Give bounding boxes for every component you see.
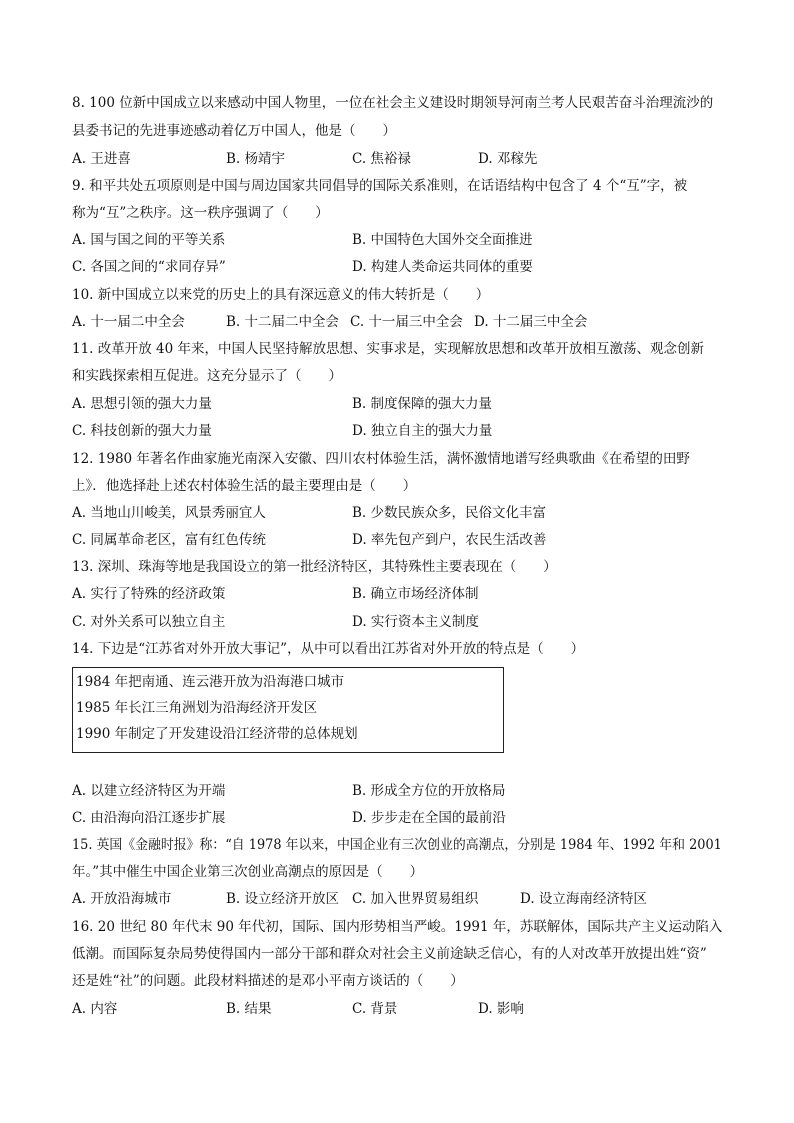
question-11-option-b: B. 制度保障的强大力量 <box>352 396 493 412</box>
question-13-option-d: D. 实行资本主义制度 <box>352 614 479 630</box>
question-9-option-c: C. 各国之间的“求同存异” <box>72 259 226 275</box>
question-16-stem-line-2: 低潮。而国际复杂局势使得国内一部分干部和群众对社会主义前途缺乏信心，有的人对改革开放提出姓“资” <box>72 946 707 962</box>
question-8-stem-line-1: 8. 100 位新中国成立以来感动中国人物里，一位在社会主义建设时期领导河南兰考人民艰苦奋斗治理流沙的 <box>72 95 714 111</box>
question-9-option-a: A. 国与国之间的平等关系 <box>72 232 226 248</box>
question-10-option-d: D. 十二届三中全会 <box>474 314 588 330</box>
question-16-stem-line-3: 还是姓“社”的问题。此段材料描述的是邓小平南方谈话的（ ） <box>72 973 464 989</box>
question-10-stem: 10. 新中国成立以来党的历史上的具有深远意义的伟大转折是（ ） <box>72 287 490 303</box>
question-12-option-c: C. 同属革命老区，富有红色传统 <box>72 532 266 548</box>
question-16-option-d: D. 影响 <box>478 1001 524 1017</box>
question-12-option-d: D. 率先包产到户，农民生活改善 <box>352 532 547 548</box>
question-12-option-b: B. 少数民族众多，民俗文化丰富 <box>352 505 547 521</box>
question-15-option-d: D. 设立海南经济特区 <box>520 891 647 907</box>
chronology-row-1985: 1985 年长江三角洲划为沿海经济开发区 <box>76 700 318 716</box>
question-10-option-a: A. 十一届二中全会 <box>72 314 185 330</box>
question-13-option-a: A. 实行了特殊的经济政策 <box>72 586 226 602</box>
question-14-chronology-table <box>72 667 504 753</box>
question-15-option-c: C. 加入世界贸易组织 <box>352 891 479 907</box>
question-12-option-a: A. 当地山川峻美，风景秀丽宜人 <box>72 505 266 521</box>
question-16-option-a: A. 内容 <box>72 1001 118 1017</box>
question-8-option-c: C. 焦裕禄 <box>352 151 411 167</box>
question-8-option-b: B. 杨靖宇 <box>226 151 286 167</box>
question-11-stem-line-2: 和实践探索相互促进。这充分显示了（ ） <box>72 368 342 384</box>
question-15-stem-line-1: 15. 英国《金融时报》称：“自 1978 年以来，中国企业有三次创业的高潮点，分别是 1984 年、1992 年和 2001 <box>72 837 722 853</box>
question-8-stem-line-2: 县委书记的先进事迹感动着亿万中国人，他是（ ） <box>72 123 396 139</box>
question-8-option-a: A. 王进喜 <box>72 151 131 167</box>
question-11-stem-line-1: 11. 改革开放 40 年来，中国人民坚持解放思想、实事求是，实现解放思想和改革开放相互激荡、观念创新 <box>72 341 705 357</box>
question-11-option-c: C. 科技创新的强大力量 <box>72 423 212 439</box>
question-14-option-a: A. 以建立经济特区为开端 <box>72 783 226 799</box>
question-8-option-d: D. 邓稼先 <box>478 151 538 167</box>
question-9-stem-line-1: 9. 和平共处五项原则是中国与周边国家共同倡导的国际关系准则，在话语结构中包含了 4 个“互”字，被 <box>72 178 688 194</box>
question-15-stem-line-2: 年。”其中催生中国企业第三次创业高潮点的原因是（ ） <box>72 864 424 880</box>
question-9-option-b: B. 中国特色大国外交全面推进 <box>352 232 533 248</box>
question-13-option-c: C. 对外关系可以独立自主 <box>72 614 226 630</box>
question-11-option-a: A. 思想引领的强大力量 <box>72 396 212 412</box>
question-16-option-b: B. 结果 <box>226 1001 272 1017</box>
question-9-option-d: D. 构建人类命运共同体的重要 <box>352 259 533 275</box>
question-12-stem-line-1: 12. 1980 年著名作曲家施光南深入安徽、四川农村体验生活，满怀激情地谱写经典歌曲《在希望的田野 <box>72 451 690 467</box>
question-16-option-c: C. 背景 <box>352 1001 398 1017</box>
chronology-row-1990: 1990 年制定了开发建设沿江经济带的总体规划 <box>76 726 358 742</box>
question-14-option-c: C. 由沿海向沿江逐步扩展 <box>72 810 226 826</box>
question-16-stem-line-1: 16. 20 世纪 80 年代末 90 年代初，国际、国内形势相当严峻。1991 年，苏联解体，国际共产主义运动陷入 <box>72 919 723 935</box>
question-12-stem-line-2: 上》．他选择赴上述农村体验生活的最主要理由是（ ） <box>72 478 417 494</box>
question-14-option-b: B. 形成全方位的开放格局 <box>352 783 506 799</box>
question-10-option-b: B. 十二届二中全会 <box>226 314 340 330</box>
question-13-stem: 13. 深圳、珠海等地是我国设立的第一批经济特区，其特殊性主要表现在（ ） <box>72 559 557 575</box>
question-9-stem-line-2: 称为“互”之秩序。这一秩序强调了（ ） <box>72 205 329 221</box>
chronology-row-1984: 1984 年把南通、连云港开放为沿海港口城市 <box>76 674 345 690</box>
question-15-option-b: B. 设立经济开放区 <box>226 891 340 907</box>
question-14-option-d: D. 步步走在全国的最前沿 <box>352 810 506 826</box>
question-15-option-a: A. 开放沿海城市 <box>72 891 172 907</box>
question-13-option-b: B. 确立市场经济体制 <box>352 586 479 602</box>
question-10-option-c: C. 十一届三中全会 <box>350 314 463 330</box>
question-11-option-d: D. 独立自主的强大力量 <box>352 423 493 439</box>
question-14-stem: 14. 下边是“江苏省对外开放大事记”，从中可以看出江苏省对外开放的特点是（ ） <box>72 641 585 657</box>
